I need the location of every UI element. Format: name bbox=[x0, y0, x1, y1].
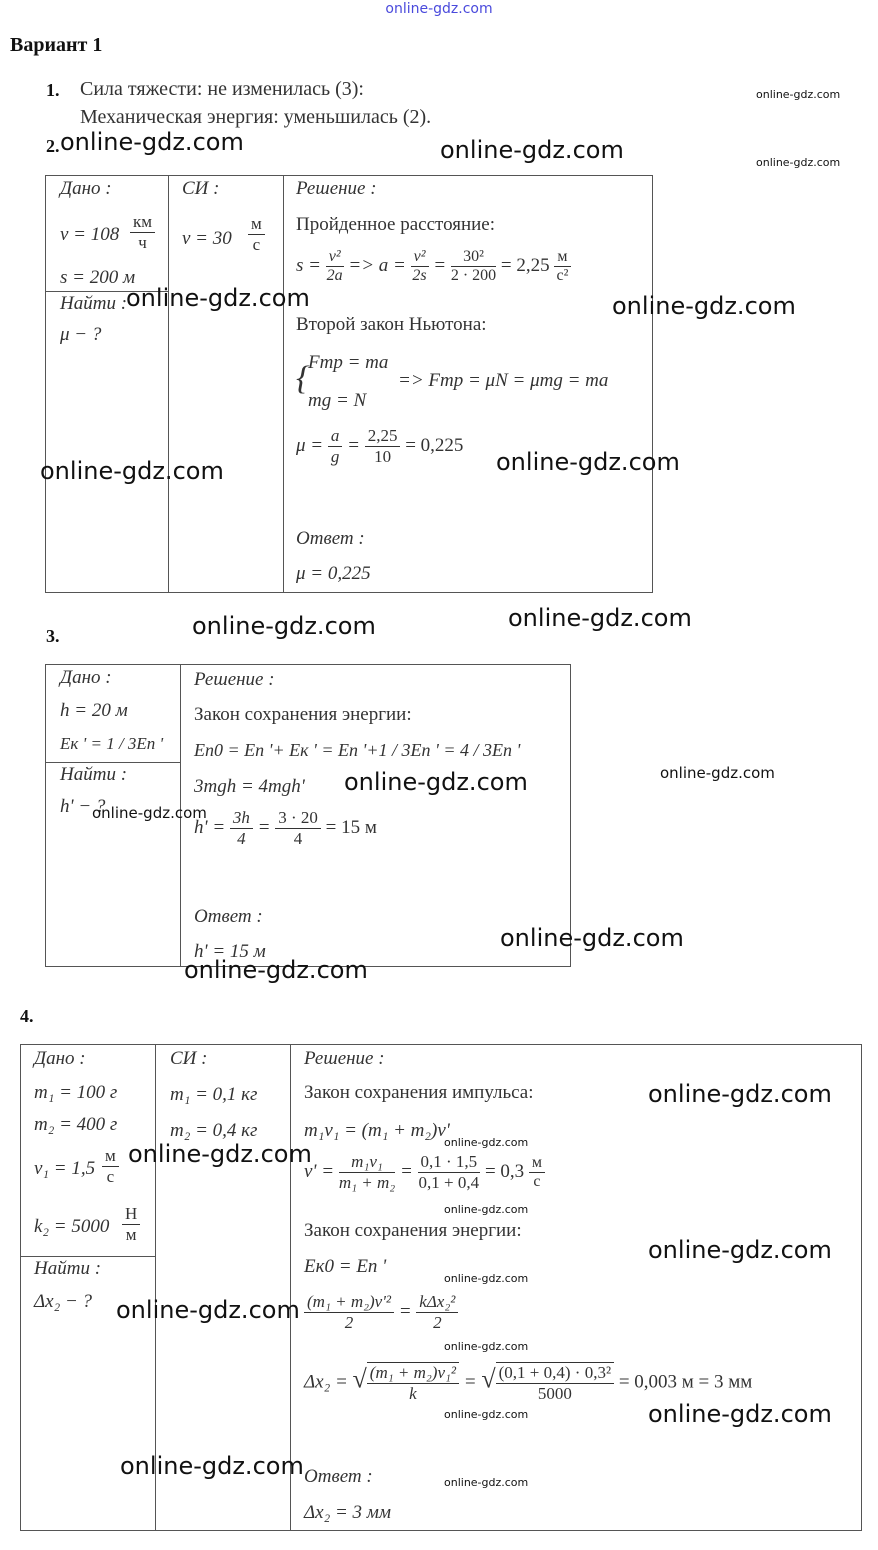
watermark: online-gdz.com bbox=[444, 1408, 529, 1421]
q3-given-ek: Eк ' = 1 / 3Eп ' bbox=[60, 734, 164, 753]
q3-answer-label: Ответ : bbox=[194, 906, 263, 927]
watermark: online-gdz.com bbox=[648, 1400, 832, 1428]
q4-energy-eq: Eк0 = Eп ' bbox=[304, 1256, 387, 1277]
q2-given-v-unit: км ч bbox=[130, 212, 155, 253]
watermark: online-gdz.com bbox=[120, 1452, 304, 1480]
q2-system-line2: mg = N bbox=[308, 390, 367, 411]
watermark: online-gdz.com bbox=[344, 768, 528, 796]
watermark: online-gdz.com bbox=[184, 956, 368, 984]
watermark: online-gdz.com bbox=[440, 136, 624, 164]
watermark: online-gdz.com bbox=[660, 764, 775, 782]
q4-si-m2: m₂ = 0,4 кг bbox=[170, 1120, 258, 1141]
watermark: online-gdz.com bbox=[40, 457, 224, 485]
watermark: online-gdz.com bbox=[60, 128, 244, 156]
watermark: online-gdz.com bbox=[444, 1476, 529, 1489]
watermark: online-gdz.com bbox=[500, 924, 684, 952]
q3-find: h' − ? bbox=[60, 796, 106, 817]
watermark: online-gdz.com bbox=[444, 1136, 529, 1149]
q4-given-m2: m₂ = 400 г bbox=[34, 1114, 118, 1135]
watermark: online-gdz.com bbox=[648, 1080, 832, 1108]
q2-dano-label: Дано : bbox=[60, 178, 112, 199]
q1-number: 1. bbox=[46, 80, 60, 100]
q2-accel-formula: s = $\frac{\text{v²}}{2a}$ => a = $\frac{\text{v²}}{2s}$ = $\frac{\text{30²}}{2 \cdot 200}$ = 2,25 $\frac{м}{\text{с²}}$ bbox=[296, 248, 571, 285]
q2-system-result: => Fтр = μN = μmg = ma bbox=[398, 370, 609, 391]
q2-divider-2 bbox=[283, 175, 284, 592]
q3-given-h: h = 20 м bbox=[60, 700, 128, 721]
q4-dx-formula: Δx₂ = √ $\frac{\text{(m₁ + m₂)v₁²}}{k}$ = √ $\frac{\text{(0,1 + 0,4) · 0,3²}}{5000}$ = 0,003 м = 3 мм bbox=[304, 1363, 753, 1403]
q3-find-label: Найти : bbox=[60, 764, 128, 785]
q4-find-label: Найти : bbox=[34, 1258, 102, 1279]
q3-eq2: 3mgh = 4mgh' bbox=[194, 776, 305, 797]
q3-dano-label: Дано : bbox=[60, 667, 112, 688]
q4-given-v1: v₁ = 1,5 bbox=[34, 1158, 96, 1179]
q4-given-v1-unit: м с bbox=[102, 1146, 119, 1187]
q2-given-s: s = 200 м bbox=[60, 267, 136, 288]
q2-answer: μ = 0,225 bbox=[296, 563, 371, 584]
q4-si-m1: m₁ = 0,1 кг bbox=[170, 1084, 258, 1105]
q2-distance-label: Пройденное расстояние: bbox=[296, 214, 496, 235]
q4-si-label: СИ : bbox=[170, 1048, 208, 1069]
q1-line2: Механическая энергия: уменьшилась (2). bbox=[80, 106, 432, 128]
q2-si-v: v = 30 bbox=[182, 228, 232, 249]
q4-given-k-unit: Н м bbox=[122, 1204, 140, 1245]
variant-title: Вариант 1 bbox=[10, 34, 103, 56]
watermark: online-gdz.com bbox=[126, 284, 310, 312]
watermark: online-gdz.com bbox=[756, 88, 841, 101]
q2-find-label: Найти : bbox=[60, 293, 128, 314]
q3-h-formula: h' = $\frac{3h}{4}$ = $\frac{3 \cdot 20}{4}$ = 15 м bbox=[194, 808, 377, 848]
q2-find: μ − ? bbox=[60, 324, 102, 345]
watermark: online-gdz.com bbox=[128, 1140, 312, 1168]
watermark: online-gdz.com bbox=[92, 804, 207, 822]
q2-system-line1: Fтр = ma bbox=[308, 352, 389, 373]
q2-system-brace: { bbox=[296, 360, 310, 397]
watermark: online-gdz.com bbox=[444, 1272, 529, 1285]
q2-solution-label: Решение : bbox=[296, 178, 377, 199]
q4-momentum-eq: m₁v₁ = (m₁ + m₂)v' bbox=[304, 1120, 450, 1141]
q3-number: 3. bbox=[46, 626, 60, 646]
q2-divider-1 bbox=[168, 175, 169, 592]
q4-answer-label: Ответ : bbox=[304, 1466, 373, 1487]
q4-solution-label: Решение : bbox=[304, 1048, 385, 1069]
q4-momentum-label: Закон сохранения импульса: bbox=[304, 1082, 534, 1103]
watermark: online-gdz.com bbox=[756, 156, 841, 169]
q4-energy-label: Закон сохранения энергии: bbox=[304, 1220, 522, 1241]
q4-given-m1: m₁ = 100 г bbox=[34, 1082, 118, 1103]
watermark: online-gdz.com bbox=[508, 604, 692, 632]
site-header: online-gdz.com bbox=[385, 1, 493, 17]
q3-answer: h' = 15 м bbox=[194, 941, 266, 962]
q4-dano-label: Дано : bbox=[34, 1048, 86, 1069]
q3-solution-label: Решение : bbox=[194, 669, 275, 690]
q2-newton-label: Второй закон Ньютона: bbox=[296, 314, 487, 335]
watermark: online-gdz.com bbox=[612, 292, 796, 320]
q4-divider-find bbox=[20, 1256, 156, 1257]
q2-given-v: v = 108 bbox=[60, 224, 120, 245]
watermark: online-gdz.com bbox=[192, 612, 376, 640]
q4-answer: Δx₂ = 3 мм bbox=[304, 1502, 392, 1523]
q4-find: Δx₂ − ? bbox=[34, 1291, 93, 1312]
q2-si-v-unit: м с bbox=[248, 214, 265, 255]
q4-number: 4. bbox=[20, 1006, 34, 1026]
q1-line1: Сила тяжести: не изменилась (3): bbox=[80, 78, 364, 100]
watermark: online-gdz.com bbox=[444, 1203, 529, 1216]
q2-number: 2. bbox=[46, 136, 60, 156]
q3-divider-find bbox=[45, 762, 181, 763]
watermark: online-gdz.com bbox=[116, 1296, 300, 1324]
watermark: online-gdz.com bbox=[444, 1340, 529, 1353]
q3-law-label: Закон сохранения энергии: bbox=[194, 704, 412, 725]
q4-given-k: k₂ = 5000 bbox=[34, 1216, 110, 1237]
q2-mu-formula: μ = $\frac{a}{g}$ = $\frac{2,25}{10}$ = 0,225 bbox=[296, 426, 464, 466]
q2-si-label: СИ : bbox=[182, 178, 220, 199]
q3-eq1: Eп0 = Eп '+ Eк ' = Eп '+1 / 3Eп ' = 4 / 3Eп ' bbox=[194, 740, 521, 760]
watermark: online-gdz.com bbox=[648, 1236, 832, 1264]
q4-velocity-formula: v' = $\frac{\text{m₁v₁}}{\text{m₁ + m₂}}$ = $\frac{0,1 \cdot 1,5}{0,1 + 0,4}$ = 0,3 $\frac{м}{с}$ bbox=[304, 1152, 545, 1193]
q2-answer-label: Ответ : bbox=[296, 528, 365, 549]
watermark: online-gdz.com bbox=[496, 448, 680, 476]
q4-energy-formula: $\frac{\text{(m₁ + m₂)v'²}}{2}$ = $\frac{\text{kΔx₂²}}{2}$ bbox=[304, 1292, 458, 1333]
